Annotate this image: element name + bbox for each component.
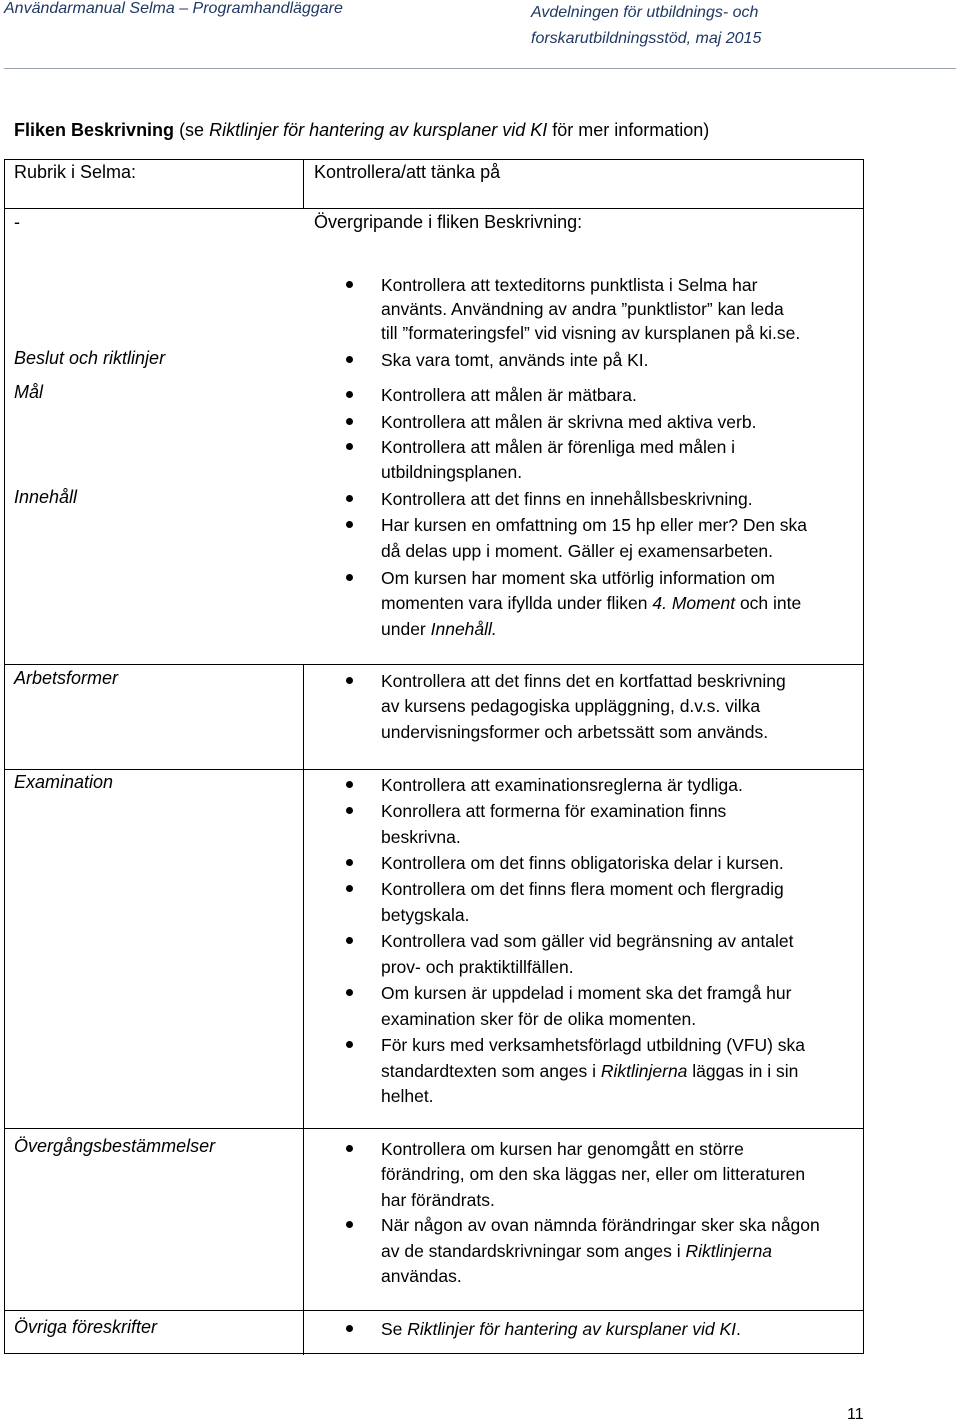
examination-line: Kontrollera om det finns obligatoriska delar i kursen. (381, 853, 784, 873)
column-divider (303, 664, 304, 1355)
mal-line: Kontrollera att målen är förenliga med målen i (381, 437, 736, 457)
col-header-rubrik: Rubrik i Selma: (14, 162, 137, 182)
beslut-line: Ska vara tomt, används inte på KI. (381, 350, 649, 370)
innehall-line: Om kursen har moment ska utförlig information om (381, 568, 775, 588)
examination-line: Konrollera att formerna för examination finns (381, 801, 727, 821)
page-number: 11 (847, 1406, 864, 1423)
section-title-link: Riktlinjer för hantering av kursplaner vid KI (209, 120, 548, 140)
header-left: Användarmanual Selma – Programhandläggare (4, 0, 343, 17)
header-right (531, 0, 761, 52)
examination-text: standardtexten som anges i (381, 1061, 601, 1081)
arbetsformer-line: av kursens pedagogiska uppläggning, d.v.s. vilka (381, 696, 761, 716)
examination-line: beskrivna. (381, 827, 461, 847)
section-title-pre: (se (174, 120, 210, 140)
section-title (14, 120, 709, 141)
label-overgang: Övergångsbestämmelser (14, 1136, 216, 1156)
header-right-line-1: Avdelningen för utbildnings- och (531, 4, 759, 21)
mal-line: Kontrollera att målen är mätbara. (381, 385, 637, 405)
bullet (346, 781, 353, 788)
bullet (346, 281, 353, 288)
row-divider (5, 769, 863, 770)
examination-line: Kontrollera vad som gäller vid begränsning av antalet (381, 931, 794, 951)
examination-line: Om kursen är uppdelad i moment ska det framgå hur (381, 983, 792, 1003)
ovriga-text: . (736, 1319, 741, 1339)
examination-text: läggas in i sin (687, 1061, 799, 1081)
overgang-line: När någon av ovan nämnda förändringar sker ska någon (381, 1215, 820, 1235)
bullet (346, 356, 353, 363)
dash-label: - (14, 212, 20, 232)
innehall-line (381, 591, 801, 615)
ovriga-link: Riktlinjer för hantering av kursplaner vid KI (407, 1319, 737, 1339)
examination-line: För kurs med verksamhetsförlagd utbildning (VFU) ska (381, 1035, 806, 1055)
overgang-line (381, 1239, 772, 1263)
overgang-text: av de standardskrivningar som anges i (381, 1241, 686, 1261)
column-divider (303, 160, 304, 208)
label-beslut: Beslut och riktlinjer (14, 348, 166, 368)
overgang-line: har förändrats. (381, 1190, 495, 1210)
bullet (346, 1145, 353, 1152)
label-innehall: Innehåll (14, 487, 78, 507)
header-rule (4, 68, 956, 69)
examination-line (381, 1059, 798, 1083)
overgang-line: Kontrollera om kursen har genomgått en större (381, 1139, 744, 1159)
bullet (346, 574, 353, 581)
overgang-line: förändring, om den ska läggas ner, eller om litteraturen (381, 1164, 806, 1184)
section-title-post: för mer information) (547, 120, 710, 140)
row-divider (5, 1128, 863, 1129)
arbetsformer-line: Kontrollera att det finns det en kortfattad beskrivning (381, 671, 786, 691)
bullet (346, 391, 353, 398)
examination-italic: Riktlinjerna (600, 1061, 688, 1081)
label-examination: Examination (14, 772, 114, 792)
examination-line: Kontrollera om det finns flera moment och flergradig (381, 879, 784, 899)
label-arbetsformer: Arbetsformer (14, 668, 119, 688)
overgang-italic: Riktlinjerna (685, 1241, 773, 1261)
innehall-text: momenten vara ifyllda under fliken (381, 593, 653, 613)
examination-line: helhet. (381, 1086, 434, 1106)
innehall-line: Har kursen en omfattning om 15 hp eller mer? Den ska (381, 515, 808, 535)
arbetsformer-line: undervisningsformer och arbetssätt som används. (381, 722, 769, 742)
label-ovriga: Övriga föreskrifter (14, 1317, 158, 1337)
bullet (346, 807, 353, 814)
mal-line: utbildningsplanen. (381, 462, 523, 482)
innehall-line (381, 617, 497, 641)
innehall-line: Kontrollera att det finns en innehållsbeskrivning. (381, 489, 753, 509)
row-divider (5, 664, 863, 665)
innehall-text: och inte (735, 593, 802, 613)
innehall-line: då delas upp i moment. Gäller ej examensarbeten. (381, 541, 774, 561)
innehall-italic: 4. Moment (652, 593, 736, 613)
bullet (346, 859, 353, 866)
bullet (346, 989, 353, 996)
overall-line: använts. Användning av andra ”punktlistor” kan leda (381, 299, 784, 319)
examination-line: betygskala. (381, 905, 470, 925)
row-divider (5, 208, 863, 209)
mal-line: Kontrollera att målen är skrivna med aktiva verb. (381, 412, 757, 432)
header-right-line-2: forskarutbildningsstöd, maj 2015 (531, 30, 762, 47)
bullet (346, 495, 353, 502)
ovriga-text: Se (381, 1319, 408, 1339)
bullet (346, 1041, 353, 1048)
overall-line: Kontrollera att texteditorns punktlista i Selma har (381, 275, 758, 295)
ovriga-line (381, 1317, 741, 1341)
label-mal: Mål (14, 382, 44, 402)
bullet (346, 1221, 353, 1228)
overall-line: till ”formateringsfel” vid visning av kursplanen på ki.se. (381, 323, 801, 343)
innehall-italic: Innehåll. (430, 619, 497, 639)
examination-line: Kontrollera att examinationsreglerna är tydliga. (381, 775, 743, 795)
examination-line: prov- och praktiktillfällen. (381, 957, 574, 977)
section-title-bold: Fliken Beskrivning (14, 120, 175, 140)
bullet (346, 937, 353, 944)
innehall-text: under (381, 619, 431, 639)
overall-label: Övergripande i fliken Beskrivning: (314, 212, 583, 232)
examination-line: examination sker för de olika momenten. (381, 1009, 697, 1029)
bullet (346, 418, 353, 425)
bullet (346, 1325, 353, 1332)
row-divider (5, 1310, 863, 1311)
bullet (346, 521, 353, 528)
overgang-line: användas. (381, 1266, 462, 1286)
col-header-kontrollera: Kontrollera/att tänka på (314, 162, 501, 182)
bullet (346, 443, 353, 450)
bullet (346, 677, 353, 684)
bullet (346, 885, 353, 892)
